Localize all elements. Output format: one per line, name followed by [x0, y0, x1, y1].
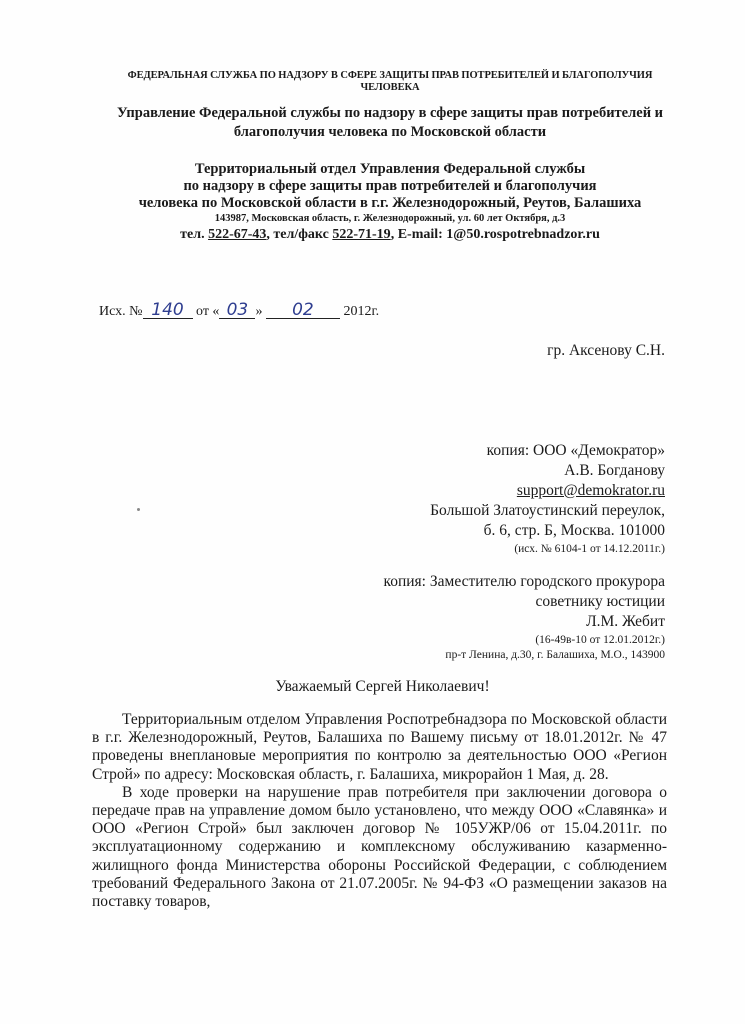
- letterhead-regional-office: [90, 104, 690, 142]
- reference-day-close: »: [255, 304, 263, 319]
- scan-speck: [137, 508, 140, 511]
- tel-number: 522-67-43: [208, 227, 267, 242]
- letterhead-agency-line: ФЕДЕРАЛЬНАЯ СЛУЖБА ПО НАДЗОРУ В СФЕРЕ ЗАЩИТЫ ПРАВ ПОТРЕБИТЕЛЕЙ И БЛАГОПОЛУЧИЯ: [127, 70, 653, 81]
- outgoing-reference: [99, 302, 379, 320]
- handwritten-day: 03: [219, 302, 255, 319]
- letterhead-territorial-line: Территориальный отдел Управления Федеральной службы: [194, 161, 586, 177]
- body-paragraph: Территориальным отделом Управления Роспотребнадзора по Московской области в г.г. Железнодорожный, Реутов, Балашиха по Вашему письму от 18.01.2012г. № 47 проведены внеплановые мероприятия по контролю за деятельностью ООО «Регион Строй» по адресу: Московская область, г. Балашиха, микрорайон 1 Мая, д. 28.: [92, 711, 667, 783]
- letterhead-territorial-line: человека по Московской области в г.г. Железнодорожный, Реутов, Балашиха: [138, 195, 642, 211]
- letterhead-regional-line: Управление Федеральной службы по надзору в сфере защиты прав потребителей и: [116, 105, 664, 121]
- letterhead-address: 143987, Московская область, г. Железнодорожный, ул. 60 лет Октября, д.3: [214, 213, 566, 224]
- greeting: Уважаемый Сергей Николаевич!: [275, 678, 490, 695]
- handwritten-month: 02: [266, 302, 340, 319]
- copy2-ref: (16-49в-10 от 12.01.2012г.): [535, 634, 665, 646]
- copy1-ref: (исх. № 6104-1 от 14.12.2011г.): [514, 543, 665, 555]
- copy1-line: б. 6, стр. Б, Москва. 101000: [483, 522, 665, 539]
- letterhead-agency: [90, 70, 690, 94]
- copy2-address: пр-т Ленина, д.30, г. Балашиха, М.О., 143900: [445, 649, 665, 661]
- handwritten-reference-number: 140: [143, 302, 193, 319]
- fax-label: , тел/факс: [266, 227, 333, 242]
- copy1-line: А.В. Богданову: [564, 462, 665, 479]
- body-paragraph: В ходе проверки на нарушение прав потребителя при заключении договора о передаче прав на управление домом было установлено, что между ООО «Славянка» и ООО «Регион Строй» был заключен договор № 105УЖР/06 от 15.04.2011г. по эксплуатационному содержанию и комплексному обслуживанию казарменно-жилищного фонда Министерства обороны Российской Федерации, с соблюдением требований Федерального Закона от 21.07.2005г. № 94-ФЗ «О размещении заказов на поставку товаров,: [92, 783, 667, 911]
- copy1-line: копия: ООО «Демократор»: [486, 442, 665, 459]
- reference-from-label: от «: [192, 304, 220, 319]
- letterhead-email: 1@50.rospotrebnadzor.ru: [446, 227, 600, 242]
- reference-prefix: Исх. №: [99, 304, 143, 319]
- copy2-line: Л.М. Жебит: [586, 613, 665, 630]
- copy2-line: копия: Заместителю городского прокурора: [383, 573, 665, 590]
- tel-label: тел.: [180, 227, 209, 242]
- letterhead-agency-line: ЧЕЛОВЕКА: [360, 82, 420, 93]
- letterhead-territorial-line: по надзору в сфере защиты прав потребителей и благополучия: [183, 178, 597, 194]
- addressee: гр. Аксенову С.Н.: [547, 342, 665, 359]
- copy-recipient-demokrator: [345, 441, 665, 557]
- letterhead-regional-line: благополучия человека по Московской области: [233, 124, 547, 140]
- copy2-line: советнику юстиции: [535, 593, 665, 610]
- email-label: , E-mail:: [390, 227, 447, 242]
- copy-recipient-prosecutor: [305, 572, 665, 662]
- reference-year: 2012г.: [339, 304, 380, 319]
- fax-number: 522-71-19: [332, 227, 391, 242]
- copy1-email-link[interactable]: support@demokrator.ru: [516, 482, 665, 499]
- letter-body: [92, 711, 667, 911]
- letterhead-contacts: [90, 226, 690, 244]
- letterhead-territorial-department: [90, 161, 690, 244]
- copy1-line: Большой Златоустинский переулок,: [430, 502, 665, 519]
